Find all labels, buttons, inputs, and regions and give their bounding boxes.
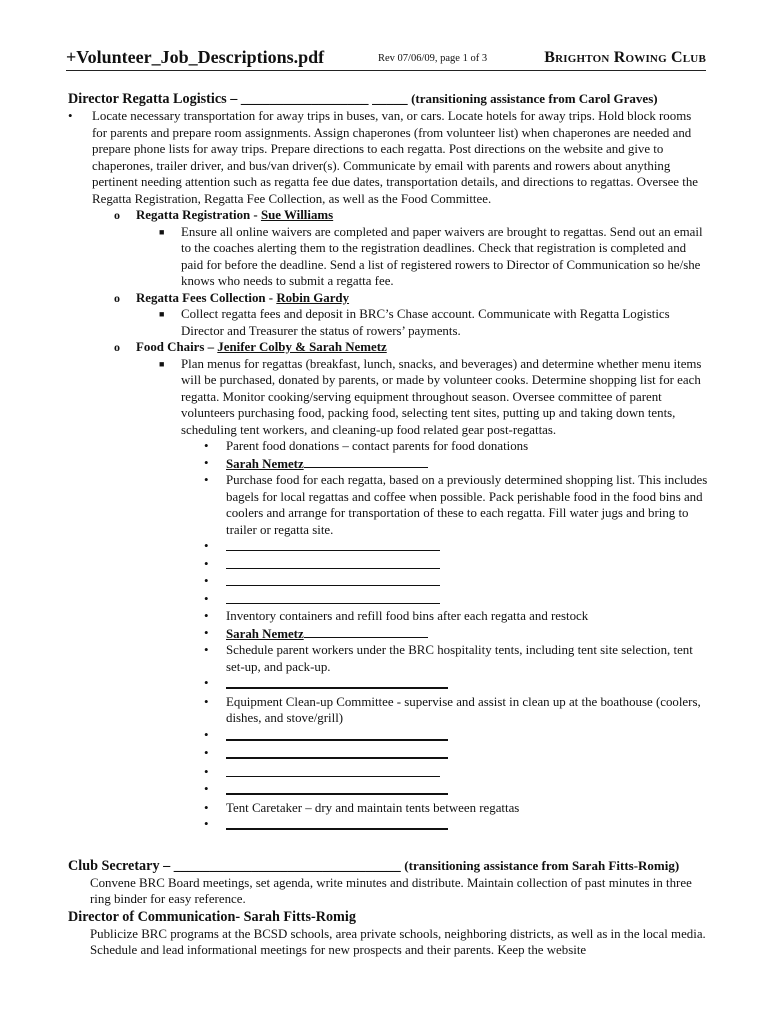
- registration-task-text: Ensure all online waivers are completed and paper waivers are brought to regattas. Send out an email to the coaches alerting them to the registration deadlines. Check that registration is completed and paid for before the deadline. Send a list of registered rowers to Director of Communication so he/she knows who needs to submit a regatta fee.: [181, 224, 703, 288]
- list-item: [68, 675, 708, 694]
- list-item-text: Equipment Clean-up Committee - supervise and assist in clean up at the boathouse (coolers, dishes, and stove/grill): [226, 694, 701, 725]
- food-task: [68, 356, 708, 439]
- bullet-icon: •: [204, 574, 209, 588]
- hollow-bullet-icon: o: [114, 290, 120, 305]
- bullet-icon: •: [68, 109, 73, 123]
- bullet-icon: •: [204, 473, 209, 487]
- page-header: [66, 44, 706, 71]
- registration-label: Regatta Registration -: [136, 208, 261, 222]
- regatta-logistics-heading: [68, 90, 708, 108]
- list-item-text: Schedule parent workers under the BRC hospitality tents, including tent site selection, tent set-up, and pack-up.: [226, 643, 693, 674]
- list-item: [68, 781, 708, 800]
- list-item-person: Sarah Nemetz: [226, 456, 304, 471]
- list-item: [68, 556, 708, 574]
- bullet-icon: •: [204, 676, 209, 690]
- description-text: Locate necessary transportation for away trips in buses, van, or cars. Locate hotels for away trips. Hold block rooms for parents and prepare room assignments. Assign chaperones (from volunteer list) when chaperones are needed and prepare phone lists for away trips. Prepare directions to each regatta. Post directions on the website and give to chaperones, trailer driver, and bus/van driver(s). Communicate by email with parents and rowers about anything pertinent needing attention such as regatta fee due dates, transportation details, and directions to regattas. Oversee the Regatta Registration, Regatta Fee Collection, as well as the Food Committee.: [92, 109, 698, 206]
- document-body: [68, 90, 708, 959]
- bullet-icon: •: [204, 817, 209, 831]
- list-item: [68, 608, 708, 625]
- list-item: [68, 694, 708, 727]
- food-person: Jenifer Colby & Sarah Nemetz: [217, 340, 387, 354]
- bullet-icon: •: [204, 439, 209, 453]
- bullet-icon: •: [204, 539, 209, 553]
- list-item: [68, 455, 708, 473]
- square-bullet-icon: ■: [159, 226, 165, 237]
- communication-description: Publicize BRC programs at the BCSD schools, area private schools, neighboring districts, as well as in the local media. Schedule and lead informational meetings for new prospects and their parents. Keep the website: [90, 926, 706, 957]
- fees-task: [68, 306, 708, 339]
- list-item: [68, 538, 708, 556]
- fees-person: Robin Gardy: [276, 290, 350, 305]
- list-item: [68, 800, 708, 817]
- bullet-icon: •: [204, 782, 209, 796]
- bullet-icon: •: [204, 764, 209, 779]
- registration-person: Sue Williams: [260, 208, 334, 222]
- bullet-icon: •: [204, 625, 209, 640]
- list-item-text: Purchase food for each regatta, based on a previously determined shopping list. This includes bagels for local regattas and coffee when possible. Pack perishable food in the food bins and coolers and arrange for transportation of these to each regatta. Fill water jugs and bring to trailer or regatta site.: [226, 473, 708, 537]
- bullet-icon: •: [204, 591, 209, 606]
- blank-line: [226, 764, 440, 777]
- list-item: [68, 764, 708, 782]
- list-item: [68, 573, 708, 591]
- list-item-person: Sarah Nemetz: [226, 626, 304, 641]
- registration-subsection: [68, 207, 708, 224]
- list-item: [68, 591, 708, 609]
- bullet-icon: •: [204, 556, 209, 571]
- bullet-icon: •: [204, 455, 209, 470]
- food-task-text: Plan menus for regattas (breakfast, lunch, snacks, and beverages) and determine whether menu items will be purchased, donated by parents, or made by volunteer cooks. Determine shopping list for each regatta. Monitor cooking/serving equipment throughout season. Oversee committee of parent volunteers purchasing food, packing food, selecting tent sites, putting up and taking down tents, scheduling tent workers, and cleaning-up food related gear post-regattas.: [181, 356, 702, 437]
- list-item: [68, 642, 708, 675]
- blank-line: [226, 538, 440, 551]
- secretary-title: Club Secretary – ________________________________: [68, 857, 401, 874]
- list-item: [68, 745, 708, 764]
- hollow-bullet-icon: o: [114, 208, 120, 222]
- bullet-icon: •: [204, 746, 209, 760]
- list-item: [68, 625, 708, 643]
- list-item: [68, 472, 708, 538]
- list-item-text: Parent food donations – contact parents for food donations: [226, 439, 529, 453]
- list-item: [68, 727, 708, 746]
- secretary-transition: (transitioning assistance from Sarah Fitts-Romig): [404, 857, 680, 873]
- bullet-icon: •: [204, 643, 209, 657]
- bullet-icon: •: [204, 694, 209, 709]
- fees-label: Regatta Fees Collection -: [136, 290, 277, 305]
- blank-line: [304, 455, 428, 468]
- list-item-text: Tent Caretaker – dry and maintain tents between regattas: [226, 800, 520, 815]
- fees-subsection: [68, 290, 708, 307]
- list-item-text: Inventory containers and refill food bins after each regatta and restock: [226, 609, 589, 623]
- blank-line: [226, 781, 448, 795]
- communication-heading: Director of Communication- Sarah Fitts-Romig: [68, 908, 356, 925]
- square-bullet-icon: ■: [159, 309, 165, 319]
- food-label: Food Chairs –: [136, 340, 218, 354]
- club-name: Brighton Rowing Club: [544, 49, 706, 66]
- revision-label: Rev 07/06/09, page 1 of 3: [378, 53, 488, 64]
- registration-task: [68, 224, 708, 290]
- secretary-description: Convene BRC Board meetings, set agenda, write minutes and distribute. Maintain collection of past minutes in three ring binder for easy reference.: [90, 875, 692, 906]
- bullet-icon: •: [204, 609, 209, 623]
- blank-line: [226, 573, 440, 586]
- section-spacer: [68, 835, 708, 857]
- blank-line: [226, 816, 448, 830]
- blank-line: [304, 625, 428, 638]
- blank-line: [226, 675, 448, 689]
- regatta-logistics-title: Director Regatta Logistics – __________________ _____: [68, 91, 408, 107]
- regatta-logistics-description: [68, 108, 708, 207]
- regatta-logistics-transition: (transitioning assistance from Carol Graves): [411, 91, 658, 106]
- secretary-heading: [68, 857, 708, 875]
- blank-line: [226, 591, 440, 604]
- list-item: [68, 438, 708, 455]
- bullet-icon: •: [204, 727, 209, 742]
- hollow-bullet-icon: o: [114, 340, 120, 354]
- food-subsection: [68, 339, 708, 356]
- blank-line: [226, 745, 448, 759]
- square-bullet-icon: ■: [159, 358, 165, 369]
- fees-task-text: Collect regatta fees and deposit in BRC’s Chase account. Communicate with Regatta Logistics Director and Treasurer the status of rowers’ payments.: [181, 307, 670, 338]
- bullet-icon: •: [204, 800, 209, 815]
- list-item: [68, 816, 708, 835]
- document-title: +Volunteer_Job_Descriptions.pdf: [66, 47, 325, 67]
- blank-line: [226, 556, 440, 569]
- blank-line: [226, 727, 448, 741]
